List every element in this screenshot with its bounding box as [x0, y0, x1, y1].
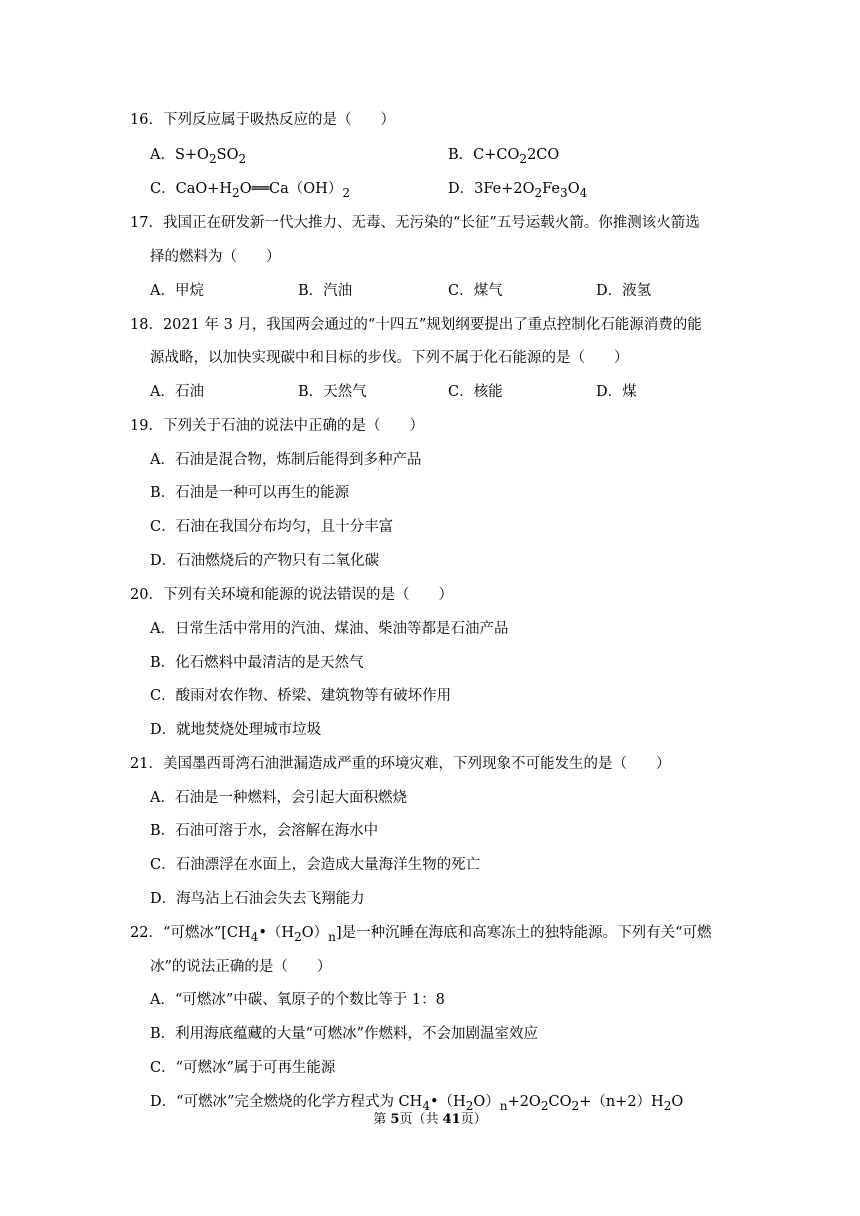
question-22-stem-line-1: 22．“可燃冰$”[CH_4•(H_2O)_n]$是一种沉睡在海底和高寒冻土的独特能源。下列有关“可燃 — [130, 925, 712, 944]
question-21-option-c: C．石油漂浮在水面上，会造成大量海洋生物的死亡 — [150, 857, 481, 873]
question-20-option-d: D．就地焚烧处理城市垃圾 — [150, 722, 322, 738]
question-17-stem-line-1: 17．我国正在研发新一代大推力、无毒、无污染的“长征”五号运载火箭。你推测该火箭选 — [130, 215, 700, 231]
question-21-stem: 21．美国墨西哥湾石油泄漏造成严重的环境灾难，下列现象不可能发生的是（ ） — [130, 756, 671, 772]
question-16-option-b: B．$C+CO_22CO$ — [448, 147, 560, 166]
question-17-option-d: D．液氢 — [596, 283, 652, 299]
question-16-option-c: C．$CaO+H_2O══Ca(OH)_2$ — [150, 181, 351, 200]
question-19-option-b: B．石油是一种可以再生的能源 — [150, 485, 350, 501]
question-20-option-b: B．化石燃料中最清洁的是天然气 — [150, 655, 364, 671]
footer-page-number: 5 — [390, 1112, 400, 1127]
question-16-option-a: A．$S+O_2SO_2$ — [150, 147, 247, 166]
question-17-option-c: C．煤气 — [448, 283, 503, 299]
question-22-option-d: D．“可燃冰”完全燃烧的化学方程式为 $CH_4•(H_2O)_n+2O_2CO_2+(n+2)H_2O$ — [150, 1094, 684, 1113]
question-18-option-d: D．煤 — [596, 384, 637, 400]
question-20-option-a: A．日常生活中常用的汽油、煤油、柴油等都是石油产品 — [150, 621, 509, 637]
question-19-option-c: C．石油在我国分布均匀，且十分丰富 — [150, 519, 394, 535]
question-20-stem: 20．下列有关环境和能源的说法错误的是（ ） — [130, 587, 453, 603]
question-21-option-b: B．石油可溶于水，会溶解在海水中 — [150, 823, 379, 839]
question-19-option-a: A．石油是混合物，炼制后能得到多种产品 — [150, 452, 422, 468]
question-21-option-a: A．石油是一种燃料，会引起大面积燃烧 — [150, 790, 407, 806]
question-16-stem: 16．下列反应属于吸热反应的是（ ） — [130, 112, 395, 128]
question-21-option-d: D．海鸟沾上石油会失去飞翔能力 — [150, 891, 365, 907]
question-19-stem: 19．下列关于石油的说法中正确的是（ ） — [130, 418, 424, 434]
question-20-option-c: C．酸雨对农作物、桥梁、建筑物等有破坏作用 — [150, 688, 452, 704]
question-17-option-b: B．汽油 — [298, 283, 353, 299]
page-footer: 第 5页（共 41页） — [373, 1112, 487, 1127]
question-18-stem-line-1: 18．2021 年 3 月，我国两会通过的“十四五”规划纲要提出了重点控制化石能源消费的能 — [130, 317, 702, 333]
question-18-stem-line-2: 源战略，以加快实现碳中和目标的步伐。下列不属于化石能源的是（ ） — [150, 350, 629, 366]
question-22-stem-line-2: 冰”的说法正确的是（ ） — [150, 959, 332, 975]
question-22-option-c: C．“可燃冰”属于可再生能源 — [150, 1060, 336, 1076]
question-17-stem-line-2: 择的燃料为（ ） — [150, 249, 281, 265]
footer-total-pages: 41 — [442, 1112, 461, 1127]
question-17-option-a: A．甲烷 — [150, 283, 204, 299]
question-22-option-b: B．利用海底蕴藏的大量“可燃冰”作燃料，不会加剧温室效应 — [150, 1026, 538, 1042]
question-18-option-c: C．核能 — [448, 384, 503, 400]
question-22-option-a: A．“可燃冰”中碳、氧原子的个数比等于 1：8 — [150, 992, 445, 1008]
question-16-option-d: D．$3Fe+2O_2Fe_3O_4$ — [448, 181, 588, 200]
question-19-option-d: D．石油燃烧后的产物只有二氧化碳 — [150, 553, 380, 569]
question-18-option-b: B．天然气 — [298, 384, 367, 400]
question-18-option-a: A．石油 — [150, 384, 204, 400]
